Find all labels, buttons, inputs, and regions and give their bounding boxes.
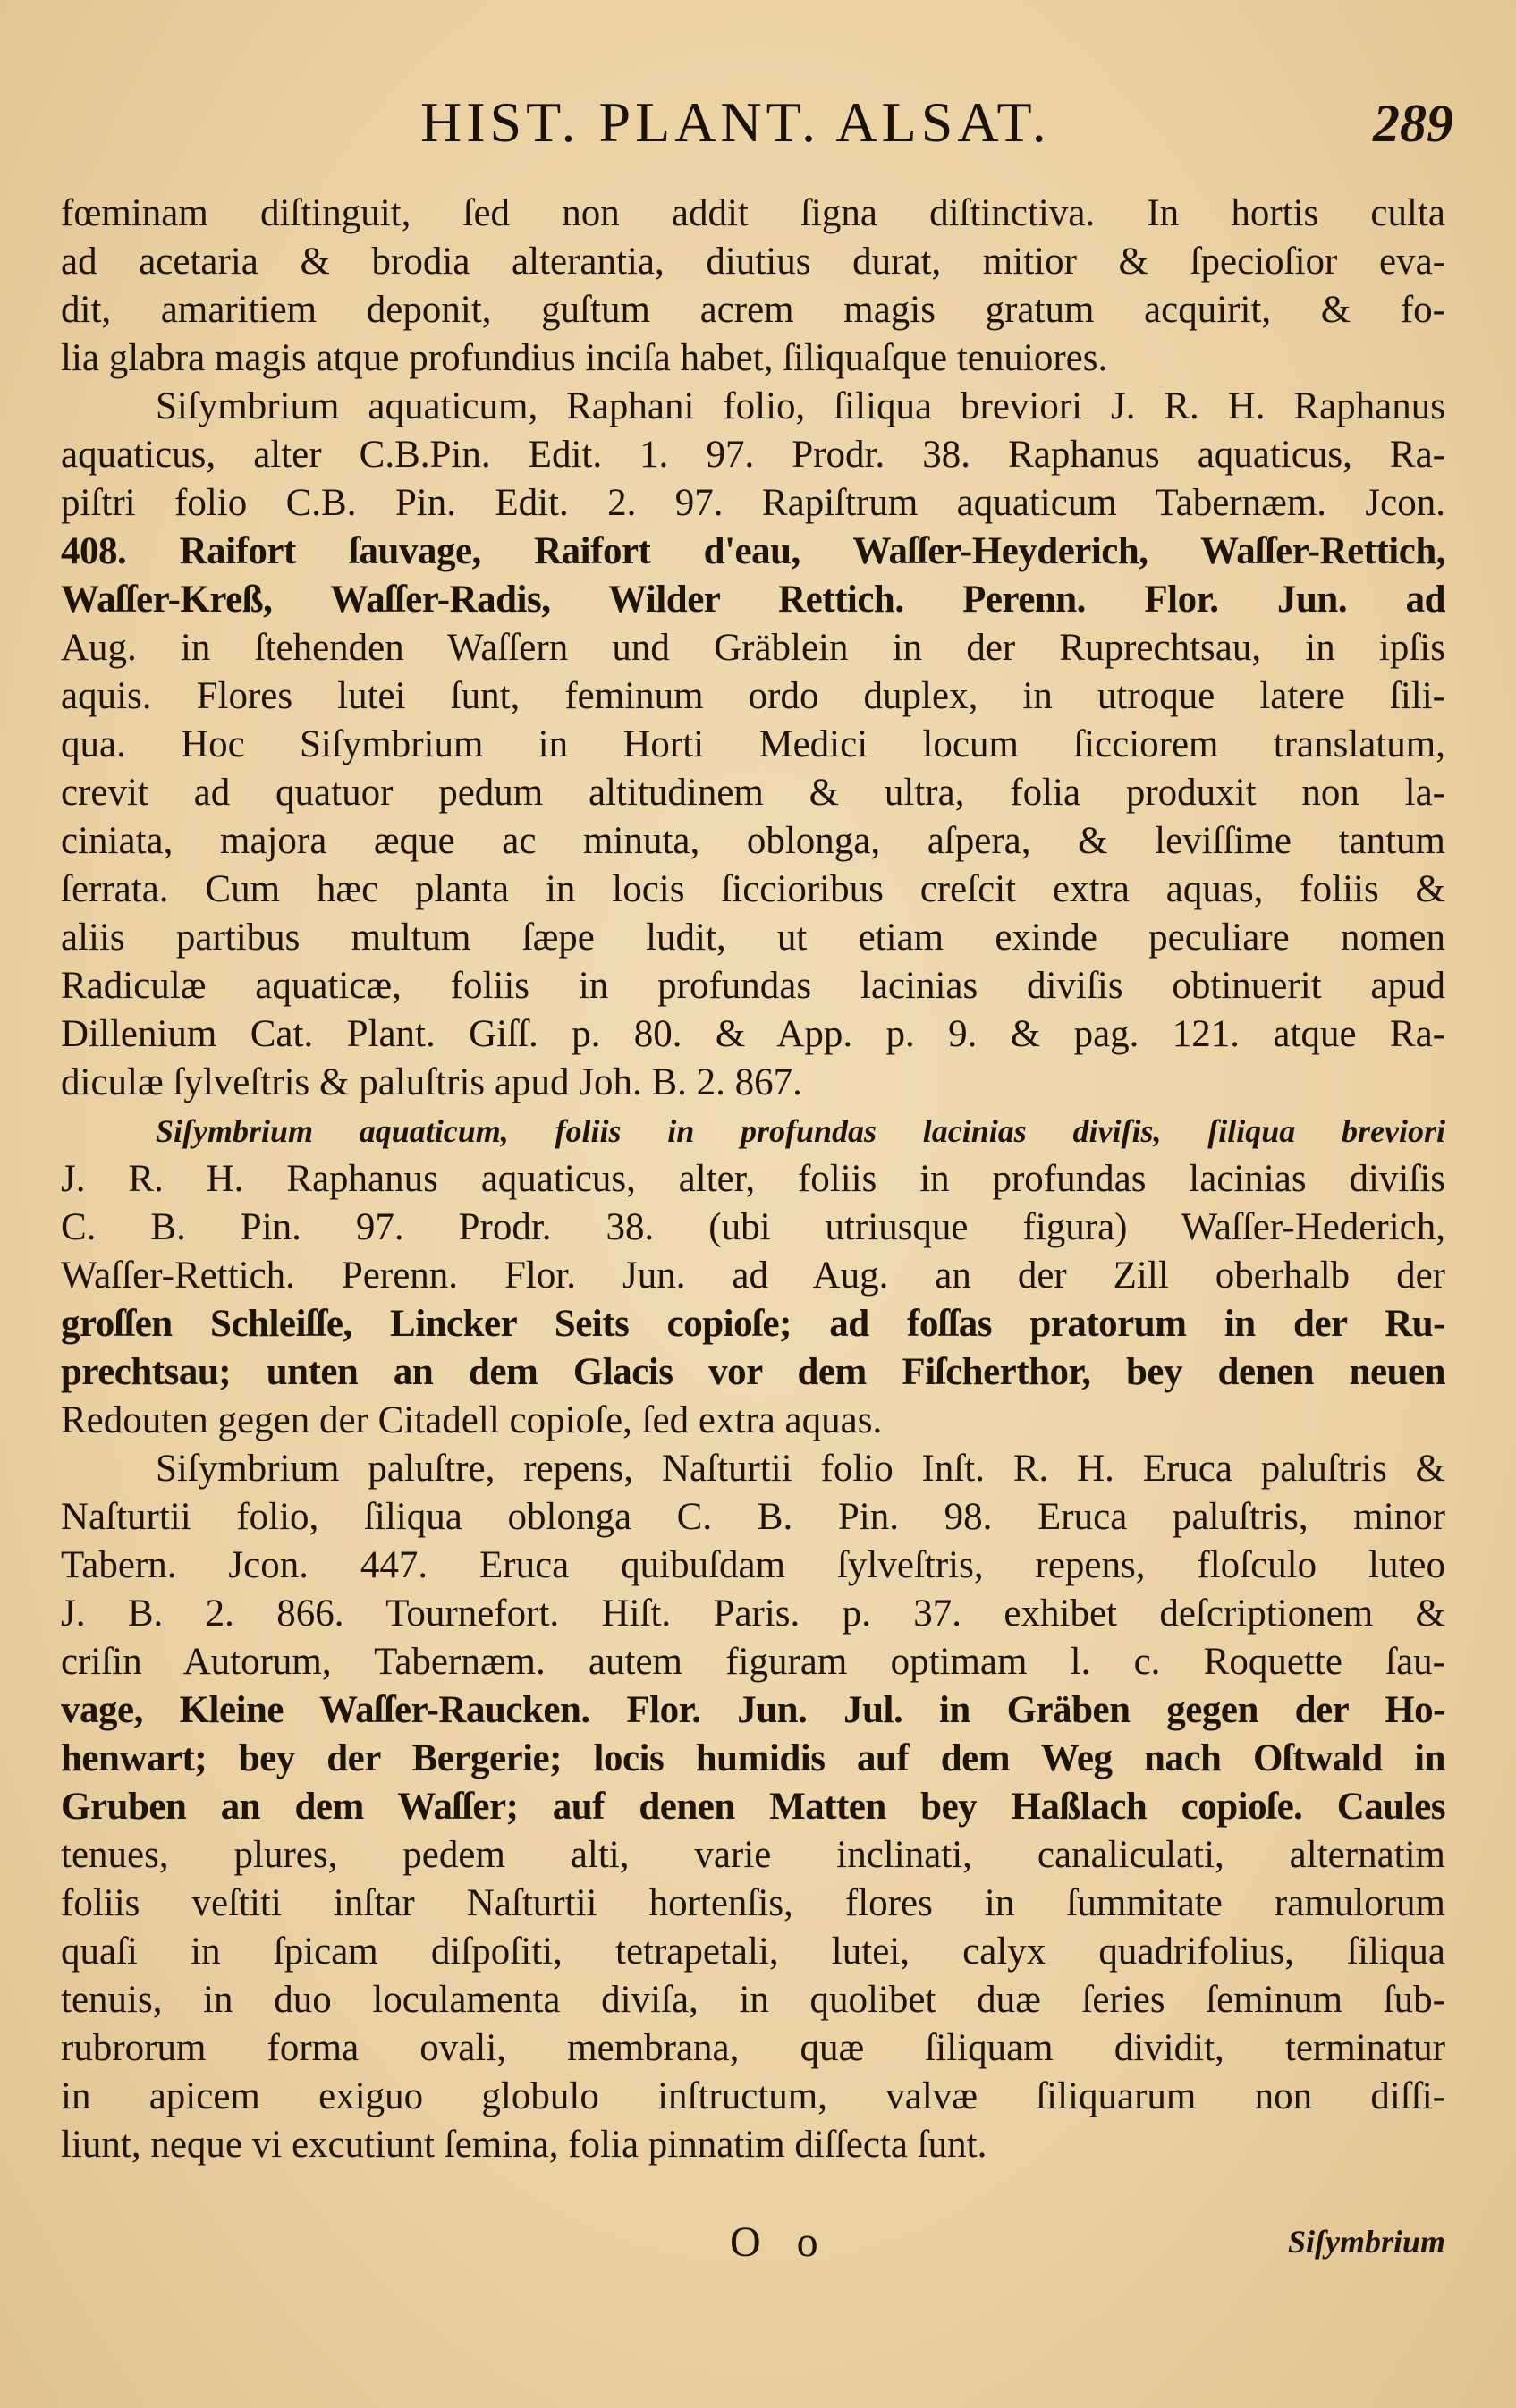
text-line: aliis partibus multum ſæpe ludit, ut etiam exinde peculiare nomen xyxy=(61,917,1445,959)
text-line: foliis veſtiti inſtar Naſturtii hortenſis, flores in ſummitate ramulorum xyxy=(61,1882,1445,1924)
text-line: diculæ ſylveſtris & paluſtris apud Joh. B. 2. 867. xyxy=(61,1061,802,1103)
text-line: Naſturtii folio, ſiliqua oblonga C. B. Pin. 98. Eruca paluſtris, minor xyxy=(61,1496,1445,1538)
text-line: Aug. in ſtehenden Waſſern und Gräblein in der Ruprechtsau, in ipſis xyxy=(61,627,1445,669)
text-line: J. B. 2. 866. Tournefort. Hiſt. Paris. p. 37. exhibet deſcriptionem & xyxy=(61,1593,1445,1635)
text-line: Radiculæ aquaticæ, foliis in profundas lacinias diviſis obtinuerit apud xyxy=(61,965,1445,1007)
text-line: J. R. H. Raphanus aquaticus, alter, foliis in profundas lacinias diviſis xyxy=(61,1158,1445,1200)
text-line: quaſi in ſpicam diſpoſiti, tetrapetali, lutei, calyx quadrifolius, ſiliqua xyxy=(61,1931,1445,1973)
text-line: 408. Raifort ſauvage, Raifort d'eau, Waſſer-Heyderich, Waſſer-Rettich, xyxy=(61,530,1445,572)
text-line: tenues, plures, pedem alti, varie inclinati, canaliculati, alternatim xyxy=(61,1834,1445,1876)
text-line: Dillenium Cat. Plant. Giſſ. p. 80. & App. p. 9. & pag. 121. atque Ra- xyxy=(61,1013,1445,1055)
text-line: rubrorum forma ovali, membrana, quæ ſiliquam dividit, terminatur xyxy=(61,2027,1445,2069)
text-line: tenuis, in duo loculamenta diviſa, in quolibet duæ ſeries ſeminum ſub- xyxy=(61,1979,1445,2021)
page-number: 289 xyxy=(1373,94,1453,153)
text-line: henwart; bey der Bergerie; locis humidis auf dem Weg nach Oſtwald in xyxy=(61,1737,1445,1779)
text-line: prechtsau; unten an dem Glacis vor dem Fiſcherthor, bey denen neuen xyxy=(61,1351,1445,1393)
text-line: Waſſer-Rettich. Perenn. Flor. Jun. ad Aug. an der Zill oberhalb der xyxy=(61,1255,1445,1297)
text-line: piſtri folio C.B. Pin. Edit. 2. 97. Rapiſtrum aquaticum Tabernæm. Jcon. xyxy=(61,482,1445,524)
text-line: in apicem exiguo globulo inſtructum, valvæ ſiliquarum non diſſi- xyxy=(61,2075,1445,2117)
running-title: HIST. PLANT. ALSAT. xyxy=(420,90,1051,154)
text-line: lia glabra magis atque profundius inciſa habet, ſiliquaſque tenuiores. xyxy=(61,337,1108,379)
text-line: crevit ad quatuor pedum altitudinem & ultra, folia produxit non la- xyxy=(61,772,1445,814)
body-text xyxy=(61,190,1445,2169)
page-header xyxy=(63,89,1453,170)
text-line: aquaticus, alter C.B.Pin. Edit. 1. 97. Prodr. 38. Raphanus aquaticus, Ra- xyxy=(61,434,1445,476)
catchword: Siſymbrium xyxy=(1287,2224,1445,2260)
text-line: ſerrata. Cum hæc planta in locis ſiccioribus creſcit extra aquas, foliis & xyxy=(61,868,1445,910)
entry-heading-line: Siſymbrium aquaticum, foliis in profundas lacinias diviſis, ſiliqua breviori xyxy=(156,1113,1445,1149)
signature-mark: O o xyxy=(730,2218,831,2266)
text-line: fœminam diſtinguit, ſed non addit ſigna diſtinctiva. In hortis culta xyxy=(61,192,1445,234)
text-line: Tabern. Jcon. 447. Eruca quibuſdam ſylveſtris, repens, floſculo luteo xyxy=(61,1544,1445,1586)
text-line: ciniata, majora æque ac minuta, oblonga, aſpera, & leviſſime tantum xyxy=(61,820,1445,862)
text-line: qua. Hoc Siſymbrium in Horti Medici locum ſicciorem translatum, xyxy=(61,723,1445,765)
text-line: Gruben an dem Waſſer; auf denen Matten bey Haßlach copioſe. Caules xyxy=(61,1786,1445,1828)
entry-heading-line: Siſymbrium paluſtre, repens, Naſturtii folio Inſt. R. H. Eruca paluſtris & xyxy=(156,1448,1445,1490)
text-line: dit, amaritiem deponit, guſtum acrem magis gratum acquirit, & fo- xyxy=(61,289,1445,331)
text-line: aquis. Flores lutei ſunt, feminum ordo duplex, in utroque latere ſili- xyxy=(61,675,1445,717)
page-footer xyxy=(61,2218,1445,2280)
text-line: C. B. Pin. 97. Prodr. 38. (ubi utriusque figura) Waſſer-Hederich, xyxy=(61,1206,1445,1248)
text-line: liunt, neque vi excutiunt ſemina, folia pinnatim diſſecta ſunt. xyxy=(61,2124,987,2166)
text-line: vage, Kleine Waſſer-Raucken. Flor. Jun. Jul. in Gräben gegen der Ho- xyxy=(61,1689,1445,1731)
text-line: Waſſer-Kreß, Waſſer-Radis, Wilder Rettich. Perenn. Flor. Jun. ad xyxy=(61,579,1445,621)
text-line: ad acetaria & brodia alterantia, diutius durat, mitior & ſpecioſior eva- xyxy=(61,241,1445,283)
entry-heading-line: Siſymbrium aquaticum, Raphani folio, ſiliqua breviori J. R. H. Raphanus xyxy=(156,385,1445,427)
text-line: Redouten gegen der Citadell copioſe, ſed extra aquas. xyxy=(61,1399,883,1441)
text-line: groſſen Schleiſſe, Lincker Seits copioſe; ad foſſas pratorum in der Ru- xyxy=(61,1303,1445,1345)
text-line: criſin Autorum, Tabernæm. autem figuram optimam l. c. Roquette ſau- xyxy=(61,1641,1445,1683)
